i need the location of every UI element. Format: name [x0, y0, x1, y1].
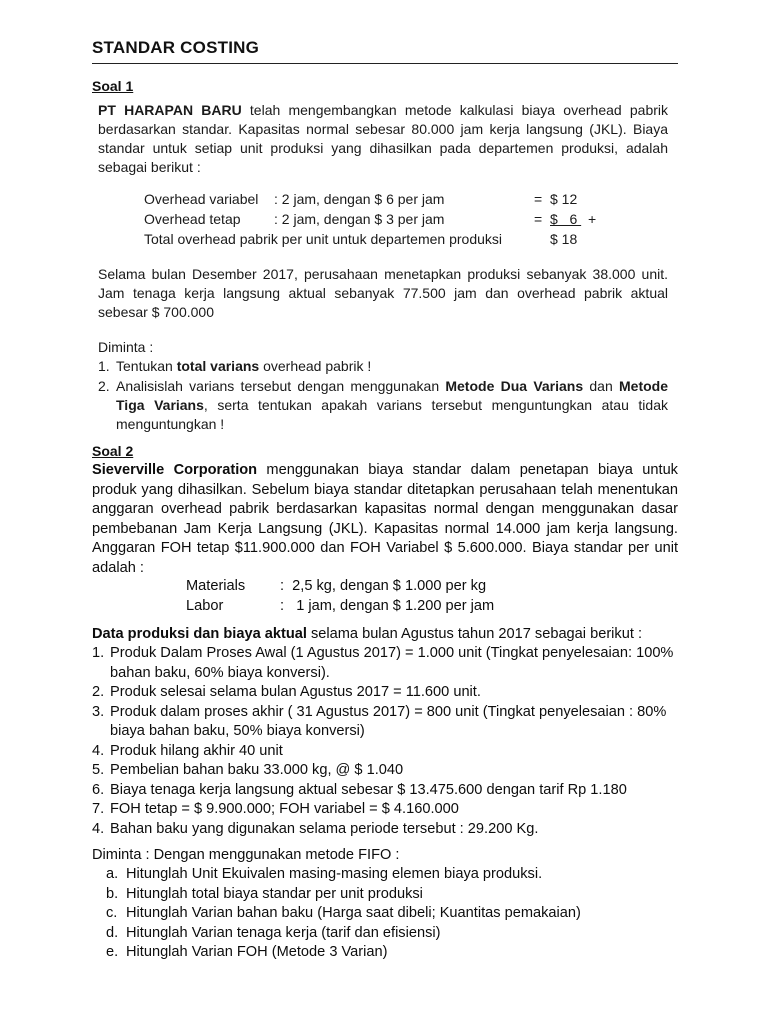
row-eq: =	[534, 211, 543, 227]
q2-pre: Analisislah varians tersebut dengan menggunakan	[116, 378, 446, 394]
list-text: FOH tetap = $ 9.900.000; FOH variabel = $ 4.160.000	[110, 801, 459, 817]
row-desc: : 2 jam, dengan $ 3 per jam	[274, 211, 445, 227]
list-item	[92, 924, 678, 944]
list-text: Hitunglah Unit Ekuivalen masing-masing elemen biaya produksi.	[126, 866, 543, 882]
list-number: 1.	[92, 645, 105, 661]
list-letter: c.	[106, 905, 118, 921]
list-text: Produk selesai selama bulan Agustus 2017 = 11.600 unit.	[110, 684, 481, 700]
list-item	[92, 683, 678, 703]
row-label: Total overhead pabrik per unit untuk departemen produksi	[144, 231, 502, 247]
row-label: Overhead variabel	[144, 191, 259, 207]
std-materials-label: Materials	[186, 578, 246, 594]
list-text: Produk Dalam Proses Awal (1 Agustus 2017) = 1.000 unit (Tingkat penyelesaian: 100% bahan baku, 60% biaya konversi).	[110, 645, 674, 681]
soal1-intro-text: telah mengembangkan metode kalkulasi biaya overhead pabrik berdasarkan standar. Kapasitas normal sebesar 80.000 jam kerja langsung (JKL). Biaya standar untuk setiap unit produksi yang dihasilkan pada departemen produksi, adalah sebagai berikut :	[98, 102, 669, 175]
soal2-intro-text: menggunakan biaya standar dalam penetapan biaya untuk produk yang dihasilkan. Sebelum biaya standar ditetapkan perusahaan telah menentukan anggaran overhead pabrik berdasarkan kapasitas normal dengan menggunakan dasar pembebanan Jam Kerja Langsung (JKL). Kapasitas normal 14.000 jam kerja langsung. Anggaran FOH tetap $11.900.000 dan FOH Variabel $ 5.600.000. Biaya standar per unit adalah :	[92, 462, 678, 576]
list-text: Hitunglah Varian FOH (Metode 3 Varian)	[126, 944, 388, 960]
row-desc: : 2 jam, dengan $ 6 per jam	[274, 191, 445, 207]
list-number: 3.	[92, 703, 105, 720]
list-item	[92, 644, 678, 683]
soal2-intro	[92, 461, 678, 578]
q1-pre: Tentukan	[116, 358, 177, 374]
q2-bold2: Metode Tiga Varians	[116, 378, 669, 413]
list-number: 7.	[92, 801, 105, 817]
list-item	[92, 904, 678, 924]
list-item	[92, 800, 678, 820]
row-eq: =	[534, 191, 543, 207]
soal2-task-list	[92, 865, 678, 963]
soal1-cost-table	[98, 190, 668, 252]
std-materials-value: : 2,5 kg, dengan $ 1.000 per kg	[280, 578, 487, 594]
list-item	[92, 885, 678, 905]
soal2-standard-cost	[92, 577, 678, 617]
list-text: Bahan baku yang digunakan selama periode tersebut : 29.200 Kg.	[110, 820, 539, 837]
list-number: 2.	[98, 378, 110, 394]
list-text: Produk hilang akhir 40 unit	[110, 742, 283, 759]
list-item	[92, 943, 678, 963]
list-item	[92, 703, 678, 742]
list-letter: e.	[106, 944, 119, 960]
q1-bold: total varians	[176, 358, 260, 374]
list-item	[92, 820, 678, 840]
soal2-heading: Soal 2	[92, 443, 134, 459]
soal2-data-heading	[92, 625, 678, 645]
soal2-data-text: selama bulan Agustus tahun 2017 sebagai berikut :	[306, 626, 643, 642]
q2-bold1: Metode Dua Varians	[445, 378, 584, 394]
row-value: $ 12	[550, 191, 578, 207]
soal2-data-list	[92, 644, 678, 839]
page-title: STANDAR COSTING	[92, 38, 260, 57]
soal1-paragraph2: Selama bulan Desember 2017, perusahaan menetapkan produksi sebanyak 38.000 unit. Jam tenaga kerja langsung aktual sebanyak 77.500 jam dan overhead pabrik aktual sebesar $ 700.000	[98, 266, 668, 320]
list-item	[92, 742, 678, 762]
row-value: $ 6	[550, 211, 582, 227]
list-number: 4.	[92, 820, 105, 837]
q2-mid: dan	[583, 378, 620, 394]
list-number: 6.	[92, 781, 105, 798]
soal1-question-1	[98, 357, 668, 376]
list-text: Hitunglah total biaya standar per unit produksi	[126, 885, 423, 902]
title-divider	[92, 63, 678, 64]
q2-post: , serta tentukan apakah varians tersebut menguntungkan atau tidak menguntungkan !	[116, 397, 668, 432]
soal1-diminta: Diminta :	[98, 339, 154, 355]
soal1-intro	[98, 101, 668, 177]
list-item	[92, 781, 678, 801]
soal2-company: Sieverville Corporation	[92, 462, 258, 478]
list-letter: b.	[106, 885, 119, 902]
soal2-diminta: Diminta : Dengan menggunakan metode FIFO :	[92, 847, 400, 863]
q1-post: overhead pabrik !	[259, 358, 372, 374]
list-text: Biaya tenaga kerja langsung aktual sebesar $ 13.475.600 dengan tarif Rp 1.180	[110, 781, 627, 798]
list-number: 2.	[92, 684, 105, 700]
list-number: 1.	[98, 358, 110, 374]
row-label: Overhead tetap	[144, 211, 241, 227]
soal2-data-bold: Data produksi dan biaya aktual	[92, 626, 307, 642]
soal1-company: PT HARAPAN BARU	[98, 102, 242, 118]
list-letter: a.	[106, 866, 119, 882]
row-plus: +	[588, 211, 597, 227]
list-text: Pembelian bahan baku 33.000 kg, @ $ 1.040	[110, 762, 404, 778]
list-item	[92, 761, 678, 781]
std-labor-value: : 1 jam, dengan $ 1.200 per jam	[280, 598, 495, 614]
list-letter: d.	[106, 924, 119, 941]
row-value: $ 18	[550, 231, 578, 247]
list-number: 4.	[92, 742, 105, 759]
list-item	[92, 865, 678, 885]
soal1-question-list	[98, 357, 668, 434]
list-number: 5.	[92, 762, 105, 778]
soal1-heading: Soal 1	[92, 78, 134, 94]
list-text: Hitunglah Varian tenaga kerja (tarif dan efisiensi)	[126, 924, 441, 941]
soal1-question-2	[98, 377, 668, 434]
list-text: Hitunglah Varian bahan baku (Harga saat dibeli; Kuantitas pemakaian)	[126, 905, 581, 921]
std-labor-label: Labor	[186, 598, 224, 614]
list-text: Produk dalam proses akhir ( 31 Agustus 2017) = 800 unit (Tingkat penyelesaian : 80% biaya bahan baku, 50% biaya konversi)	[110, 703, 667, 739]
